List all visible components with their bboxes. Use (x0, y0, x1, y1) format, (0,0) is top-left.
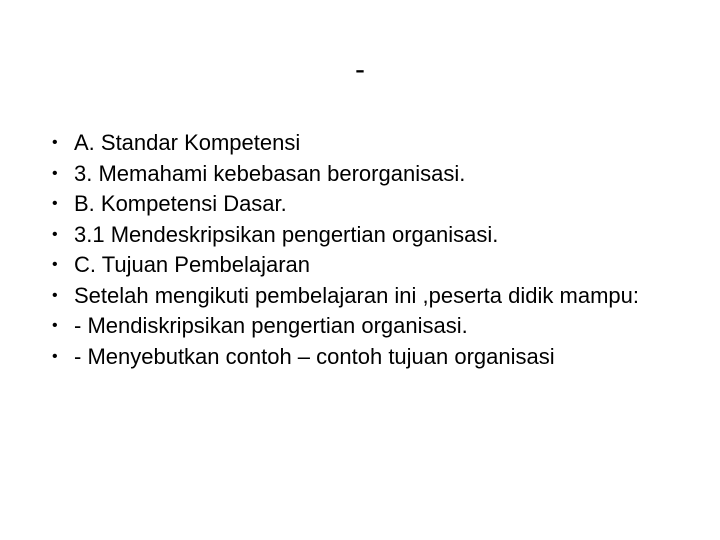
bullet-icon: • (52, 317, 58, 334)
list-item-text: C. Tujuan Pembelajaran (74, 252, 311, 277)
bullet-icon: • (52, 347, 58, 365)
bullet-icon: • (52, 164, 58, 182)
list-item (52, 159, 692, 190)
list-item (52, 250, 692, 281)
bullet-list (52, 128, 692, 372)
list-item (52, 281, 692, 312)
list-item (52, 128, 692, 159)
slide-title: - (355, 53, 365, 86)
bullet-icon: • (52, 134, 58, 151)
list-item-text: - Menyebutkan contoh – contoh tujuan organisasi (74, 343, 555, 369)
list-item-text: Setelah mengikuti pembelajaran ini ,peserta didik mampu: (74, 282, 639, 308)
list-item (52, 311, 692, 342)
list-item-text: 3.1 Mendeskripsikan pengertian organisasi. (74, 221, 499, 247)
bullet-icon: • (52, 286, 58, 304)
list-item-text: B. Kompetensi Dasar. (74, 191, 287, 216)
bullet-icon: • (52, 256, 58, 273)
list-item (52, 342, 692, 373)
list-item-text: 3. Memahami kebebasan berorganisasi. (74, 160, 466, 186)
bullet-icon: • (52, 195, 58, 212)
list-item-text: A. Standar Kompetensi (74, 130, 301, 155)
bullet-icon: • (52, 225, 58, 243)
list-item-text: - Mendiskripsikan pengertian organisasi. (74, 313, 468, 338)
list-item (52, 220, 692, 251)
list-item (52, 189, 692, 220)
